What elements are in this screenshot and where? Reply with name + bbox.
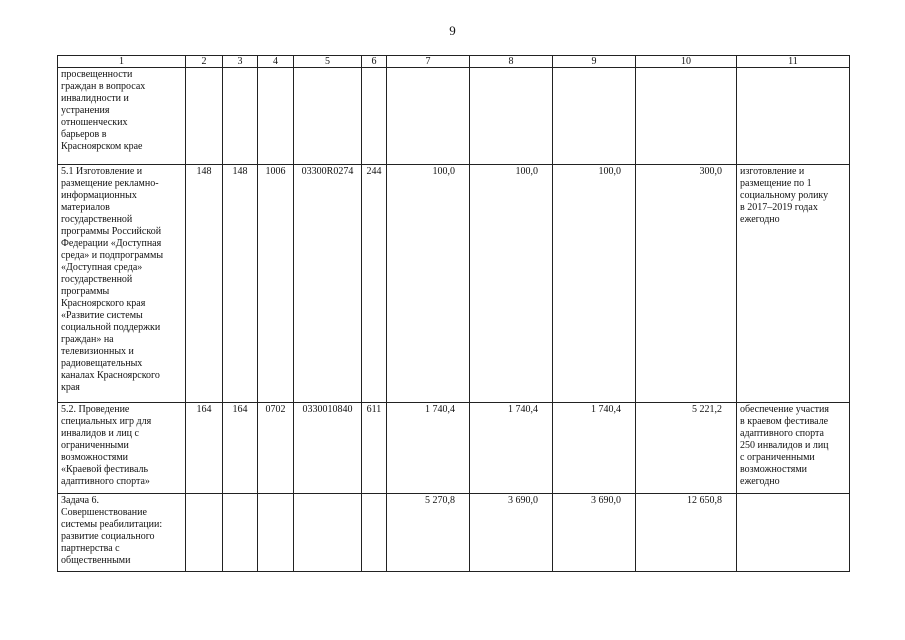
row-name-cell: 5.2. Проведение специальных игр для инвалидов и лиц с ограниченными возможностями «Краевой фестиваль адаптивного спорта» xyxy=(58,403,186,494)
cell-col2: 148 xyxy=(186,165,223,403)
budget-table xyxy=(57,55,850,572)
row-name-cell: Задача 6. Совершенствование системы реабилитации: развитие социального партнерства с общественными xyxy=(58,494,186,572)
cell-col8: 1 740,4 xyxy=(470,403,553,494)
cell-col5 xyxy=(294,68,362,165)
column-header: 11 xyxy=(737,56,850,68)
cell-col7 xyxy=(387,68,470,165)
table-row xyxy=(58,68,850,165)
cell-col9: 3 690,0 xyxy=(553,494,636,572)
column-header: 1 xyxy=(58,56,186,68)
cell-col8 xyxy=(470,68,553,165)
page-number: 9 xyxy=(449,23,456,38)
cell-col5: 0330010840 xyxy=(294,403,362,494)
cell-col3: 148 xyxy=(223,165,258,403)
table-header-row xyxy=(58,56,850,68)
cell-col3 xyxy=(223,494,258,572)
cell-col2 xyxy=(186,68,223,165)
column-header: 8 xyxy=(470,56,553,68)
cell-col6: 611 xyxy=(362,403,387,494)
table-row xyxy=(58,494,850,572)
cell-col2 xyxy=(186,494,223,572)
column-header: 10 xyxy=(636,56,737,68)
cell-col7: 100,0 xyxy=(387,165,470,403)
cell-col9: 1 740,4 xyxy=(553,403,636,494)
cell-col4: 0702 xyxy=(258,403,294,494)
cell-col11 xyxy=(737,494,850,572)
cell-col4: 1006 xyxy=(258,165,294,403)
row-name-cell: 5.1 Изготовление и размещение рекламно- информационных материалов государственной программы Российской Федерации «Доступная среда» и подпрограммы «Доступная среда» государственной программы Красноярского края «Развитие системы социальной поддержки граждан» на телевизионных и радиовещательных каналах Красноярского края xyxy=(58,165,186,403)
column-header: 7 xyxy=(387,56,470,68)
cell-col3 xyxy=(223,68,258,165)
cell-col7: 1 740,4 xyxy=(387,403,470,494)
column-header: 9 xyxy=(553,56,636,68)
cell-col4 xyxy=(258,494,294,572)
cell-col6: 244 xyxy=(362,165,387,403)
cell-col10: 300,0 xyxy=(636,165,737,403)
cell-col7: 5 270,8 xyxy=(387,494,470,572)
cell-col9 xyxy=(553,68,636,165)
column-header: 3 xyxy=(223,56,258,68)
cell-col10: 5 221,2 xyxy=(636,403,737,494)
cell-col6 xyxy=(362,494,387,572)
column-header: 5 xyxy=(294,56,362,68)
column-header: 6 xyxy=(362,56,387,68)
cell-col8: 3 690,0 xyxy=(470,494,553,572)
row-name-cell: просвещенности граждан в вопросах инвалидности и устранения отношенческих барьеров в Красноярском крае xyxy=(58,68,186,165)
cell-col11: изготовление и размещение по 1 социальному ролику в 2017–2019 годах ежегодно xyxy=(737,165,850,403)
cell-col9: 100,0 xyxy=(553,165,636,403)
column-header: 2 xyxy=(186,56,223,68)
cell-col11: обеспечение участия в краевом фестивале адаптивного спорта 250 инвалидов и лиц с ограниченными возможностями ежегодно xyxy=(737,403,850,494)
cell-col6 xyxy=(362,68,387,165)
table-row xyxy=(58,165,850,403)
cell-col11 xyxy=(737,68,850,165)
cell-col4 xyxy=(258,68,294,165)
cell-col2: 164 xyxy=(186,403,223,494)
cell-col3: 164 xyxy=(223,403,258,494)
cell-col5 xyxy=(294,494,362,572)
cell-col10: 12 650,8 xyxy=(636,494,737,572)
cell-col8: 100,0 xyxy=(470,165,553,403)
column-header: 4 xyxy=(258,56,294,68)
cell-col5: 03300R0274 xyxy=(294,165,362,403)
table-row xyxy=(58,403,850,494)
cell-col10 xyxy=(636,68,737,165)
